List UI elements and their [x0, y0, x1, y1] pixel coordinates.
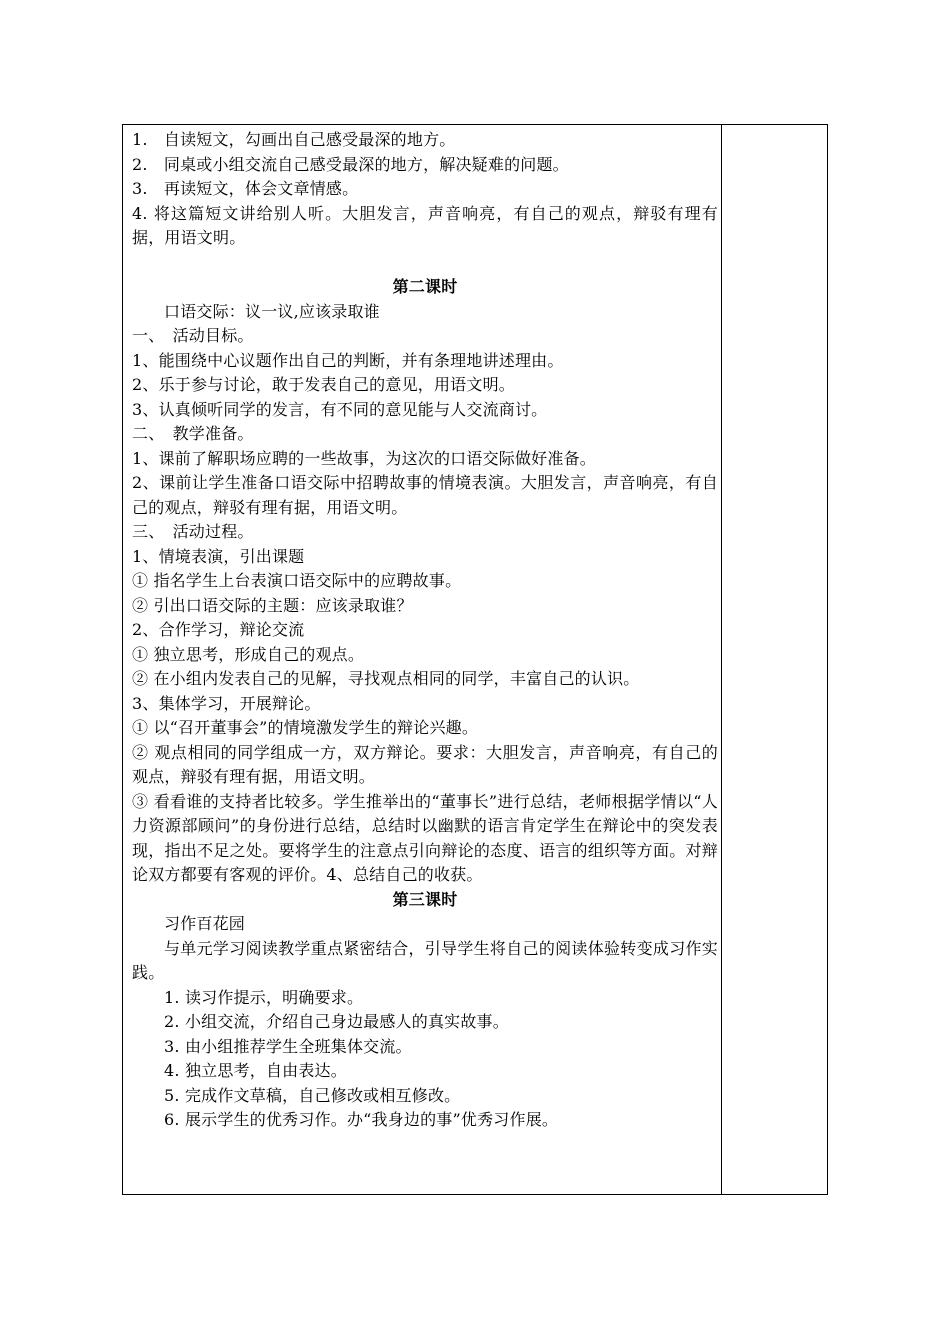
lesson2-line: 1、情境表演，引出课题	[132, 546, 305, 566]
lesson2-line: 三、 活动过程。	[132, 522, 254, 541]
lesson2-line: ① 以“召开董事会”的情境激发学生的辩论兴趣。	[132, 718, 479, 737]
lesson3-step: 2. 小组交流，介绍自己身边最感人的真实故事。	[164, 1012, 509, 1031]
lesson2-line: 2、乐于参与讨论，敢于发表自己的意见，用语文明。	[132, 375, 515, 394]
lesson3-step: 6. 展示学生的优秀习作。办“我身边的事”优秀习作展。	[164, 1110, 559, 1129]
lesson2-line: 二、 教学准备。	[132, 424, 254, 443]
lesson3-intro: 与单元学习阅读教学重点紧密结合，引导学生将自己的阅读体验转变成习作实践。	[132, 938, 718, 982]
lesson3-step: 1. 读习作提示，明确要求。	[164, 987, 364, 1007]
lesson-content	[132, 128, 718, 1133]
lesson2-line: 2、合作学习，辩论交流	[132, 620, 305, 639]
lesson2-line: ② 引出口语交际的主题：应该录取谁？	[132, 595, 413, 615]
lesson2-line: ③ 看看谁的支持者比较多。学生推举出的“董事长”进行总结，老师根据学情以“人力资源部顾问”的身份进行总结，总结时以幽默的语言肯定学生在辩论中的突发表现，指出不足之处。要将学生的注意点引向辩论的态度、语言的组织等方面。对辩论双方都要有客观的评价。4、总结自己的收获。	[132, 791, 718, 884]
lesson3-heading: 第三课时	[392, 889, 458, 909]
lesson2-heading: 第二课时	[392, 277, 458, 296]
lesson2-line: 一、 活动目标。	[132, 326, 254, 345]
part1-line: 3. 再读短文，体会文章情感。	[132, 179, 359, 198]
part1-line: 4. 将这篇短文讲给别人听。大胆发言，声音响亮，有自己的观点，辩驳有理有据，用语文明。	[132, 203, 718, 247]
column-divider	[721, 125, 722, 1194]
lesson-table	[122, 124, 828, 1195]
lesson2-line: 3、集体学习，开展辩论。	[132, 693, 321, 713]
lesson2-line: ② 观点相同的同学组成一方，双方辩论。要求：大胆发言，声音响亮，有自己的观点，辩驳有理有据，用语文明。	[132, 742, 718, 786]
lesson2-line: 1、课前了解职场应聘的一些故事，为这次的口语交际做好准备。	[132, 448, 596, 468]
lesson3-step: 5. 完成作文草稿，自己修改或相互修改。	[164, 1085, 461, 1105]
part1-line: 1. 自读短文，勾画出自己感受最深的地方。	[132, 130, 456, 149]
lesson2-subtitle: 口语交际：议一议,应该录取谁	[164, 301, 380, 321]
lesson3-subtitle: 习作百花园	[164, 914, 246, 933]
lesson2-line: 2、课前让学生准备口语交际中招聘故事的情境表演。大胆发言，声音响亮，有自己的观点，辩驳有理有据，用语文明。	[132, 473, 718, 517]
lesson2-line: ② 在小组内发表自己的见解，寻找观点相同的同学，丰富自己的认识。	[132, 669, 640, 688]
part1-line: 2. 同桌或小组交流自己感受最深的地方，解决疑难的问题。	[132, 154, 569, 174]
lesson3-step: 3. 由小组推荐学生全班集体交流。	[164, 1036, 412, 1056]
lesson2-line: ① 独立思考，形成自己的观点。	[132, 644, 365, 664]
lesson2-line: 1、能围绕中心议题作出自己的判断，并有条理地讲述理由。	[132, 350, 564, 370]
lesson3-step: 4. 独立思考，自由表达。	[164, 1061, 347, 1080]
lesson2-line: 3、认真倾听同学的发言，有不同的意见能与人交流商讨。	[132, 399, 548, 419]
lesson2-line: ① 指名学生上台表演口语交际中的应聘故事。	[132, 571, 462, 590]
